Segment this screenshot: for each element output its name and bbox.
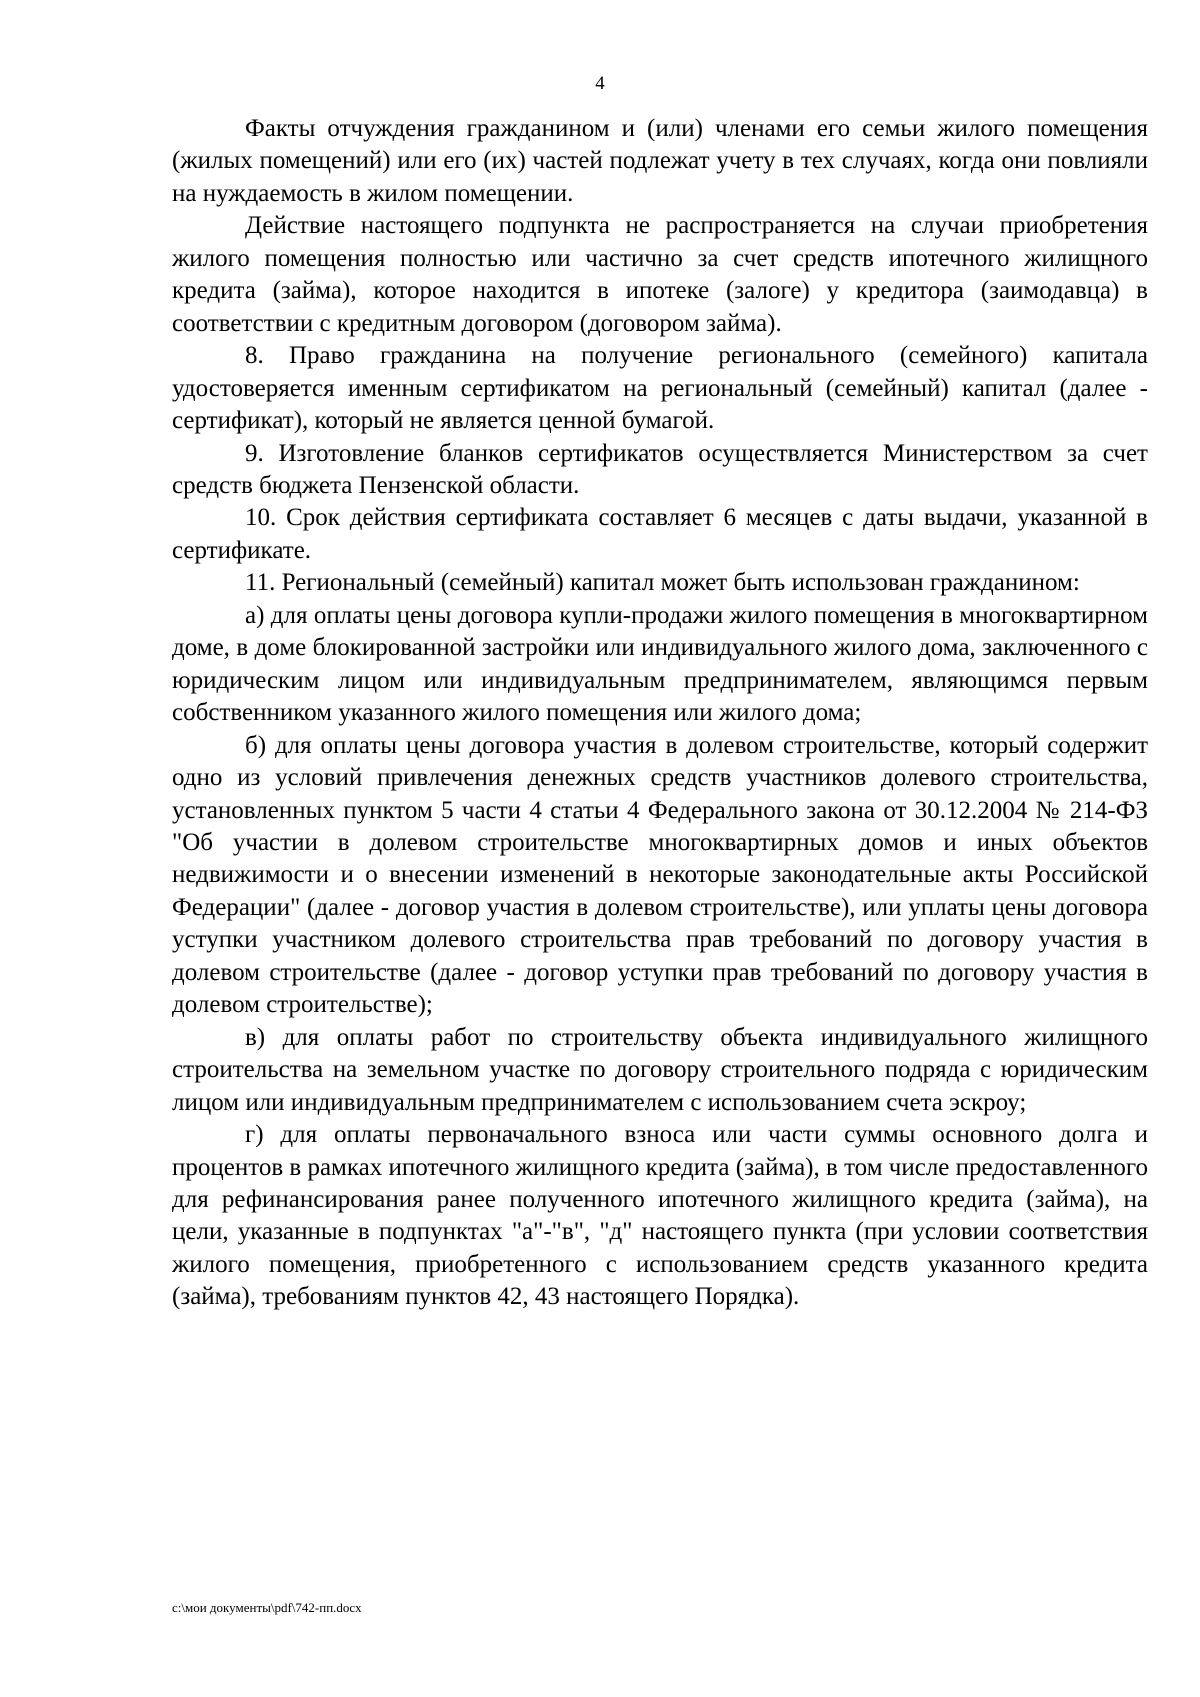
subparagraph-a: а) для оплаты цены договора купли-продажи жилого помещения в многоквартирном доме, в доме блокированной застройки или индивидуального жилого дома, заключенного с юридическим лицом или индивидуальным предпринимателем, являющимся первым собственником указанного жилого помещения или жилого дома; — [172, 601, 1148, 727]
paragraph-alienation-facts: Факты отчуждения гражданином и (или) членами его семьи жилого помещения (жилых помещений) или его (их) частей подлежат учету в тех случаях, когда они повлияли на нуждаемость в жилом помещении. — [172, 115, 1148, 207]
paragraph-8-certificate: 8. Право гражданина на получение регионального (семейного) капитала удостоверяется именным сертификатом на региональный (семейный) капитал (далее - сертификат), который не является ценной бумагой. — [172, 342, 1148, 435]
subparagraph-v: в) для оплаты работ по строительству объекта индивидуального жилищного строительства на земельном участке по договору строительного подряда с юридическим лицом или индивидуальным предпринимателем с использованием счета эскроу; — [172, 1023, 1148, 1116]
subparagraph-g: г) для оплаты первоначального взноса или части суммы основного долга и процентов в рамках ипотечного жилищного кредита (займа), в том числе предоставленного для рефинансирования ранее полученного ипотечного жилищного кредита (займа), на цели, указанные в подпунктах "а"-"в", "д" настоящего пункта (при условии соответствия жилого помещения, приобретенного с использованием средств указанного кредита (займа), требованиям пунктов 42, 43 настоящего Порядка). — [172, 1121, 1148, 1311]
paragraph-10-validity: 10. Срок действия сертификата составляет 6 месяцев с даты выдачи, указанной в сертификате. — [172, 504, 1148, 564]
page-number: 4 — [595, 73, 605, 94]
paragraph-9-blanks: 9. Изготовление бланков сертификатов осуществляется Министерством за счет средств бюджета Пензенской области. — [172, 439, 1148, 499]
paragraph-11-usage: 11. Региональный (семейный) капитал может быть использован гражданином: — [245, 569, 1080, 597]
subparagraph-b: б) для оплаты цены договора участия в долевом строительстве, который содержит одно из условий привлечения денежных средств участников долевого строительства, установленных пунктом 5 части 4 статьи 4 Федерального закона от 30.12.2004 № 214-ФЗ "Об участии в долевом строительстве многоквартирных домов и иных объектов недвижимости и о внесении изменений в некоторые законодательные акты Российской Федерации" (далее - договор участия в долевом строительстве), или уплаты цены договора уступки участником долевого строительства прав требований по договору участия в долевом строительстве (далее - договор уступки прав требований по договору участия в долевом строительстве); — [172, 731, 1148, 1019]
paragraph-subclause-exception: Действие настоящего подпункта не распространяется на случаи приобретения жилого помещения полностью или частично за счет средств ипотечного жилищного кредита (займа), которое находится в ипотеке (залоге) у кредитора (заимодавца) в соответствии с кредитным договором (договором займа). — [172, 212, 1148, 337]
footer-file-path: c:\мои документы\pdf\742-пп.docx — [172, 1600, 362, 1615]
document-body — [172, 113, 1148, 1314]
